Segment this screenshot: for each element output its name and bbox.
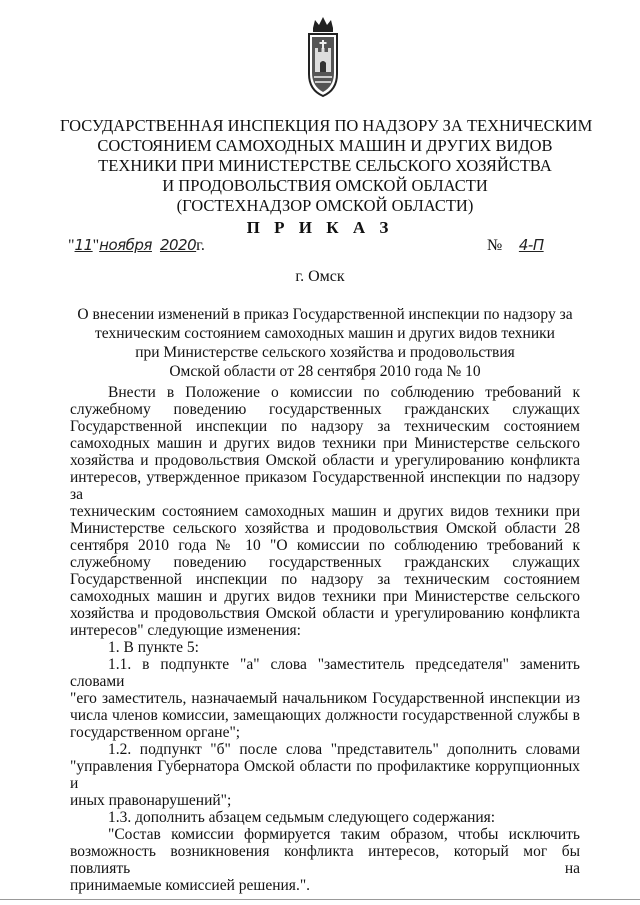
body-line: иных правонарушений"; xyxy=(70,792,232,809)
date-day: 11 xyxy=(74,236,93,254)
body-line: служебному поведению государственных гражданских служащих xyxy=(70,554,580,571)
body-line: Внести в Положение о комиссии по соблюдению требований к xyxy=(108,384,580,401)
body-line: хозяйства и продовольствия Омской области и урегулированию конфликта xyxy=(70,605,580,622)
body-line: самоходных машин и других видов техники при Министерстве сельского xyxy=(70,588,580,605)
subject-line: О внесении изменений в приказ Государственной инспекции по надзору за xyxy=(77,306,573,323)
body-line: "Состав комиссии формируется таким образом, чтобы исключить xyxy=(108,826,580,843)
page-bottom-edge xyxy=(0,899,640,900)
number-value: 4-П xyxy=(518,236,544,254)
header-line: И ПРОДОВОЛЬСТВИЯ ОМСКОЙ ОБЛАСТИ xyxy=(162,176,488,195)
header-line: (ГОСТЕХНАДЗОР ОМСКОЙ ОБЛАСТИ) xyxy=(176,196,474,215)
body-line: техническим состоянием самоходных машин и других видов техники при xyxy=(70,503,580,520)
item-1-3: 1.3. дополнить абзацем седьмым следующего содержания: xyxy=(108,809,496,826)
order-subject xyxy=(70,305,580,381)
body-line: числа членов комиссии, замещающих должности государственной службы в xyxy=(70,707,580,724)
date-month: ноября xyxy=(99,236,152,254)
item-1-2 xyxy=(70,741,580,809)
date-close-quote: " xyxy=(92,237,100,254)
body-line: Государственной инспекции по надзору за техническим состоянием xyxy=(70,571,580,588)
quoted-paragraph xyxy=(70,826,580,894)
body-line: служебному поведению государственных гражданских служащих xyxy=(70,401,580,418)
order-title: П Р И К А З xyxy=(246,218,394,237)
body-line: хозяйства и продовольствия Омской области и урегулированию конфликта xyxy=(70,452,580,469)
body-line: Государственной инспекции по надзору за техническим состоянием xyxy=(70,418,580,435)
body-line: 1.2. подпункт "б" после слова "представитель" дополнить словами xyxy=(108,741,580,758)
subject-line: при Министерстве сельского хозяйства и продовольствия xyxy=(135,344,515,361)
body-line: самоходных машин и других видов техники при Министерстве сельского xyxy=(70,435,580,452)
order-number xyxy=(487,236,556,255)
date-year: 2020 xyxy=(159,236,197,254)
body-line: интересов, утвержденное приказом Государственной инспекции по надзору за xyxy=(70,469,580,503)
body-line: "управления Губернатора Омской области по профилактике коррупционных и xyxy=(70,758,580,792)
body-line: интересов" следующие изменения: xyxy=(70,622,301,639)
coat-of-arms-icon xyxy=(305,14,341,110)
body-line: 1.1. в подпункте "а" слова "заместитель председателя" заменить словами xyxy=(70,656,580,690)
item-1-1 xyxy=(70,656,580,741)
header-line: ГОСУДАРСТВЕННАЯ ИНСПЕКЦИЯ ПО НАДЗОРУ ЗА ТЕХНИЧЕСКИМ xyxy=(60,116,593,135)
date-suffix: г. xyxy=(196,237,205,254)
header-line: СОСТОЯНИЕМ САМОХОДНЫХ МАШИН И ДРУГИХ ВИДОВ xyxy=(97,136,553,155)
item-1: 1. В пункте 5: xyxy=(108,639,199,656)
header-line: ТЕХНИКИ ПРИ МИНИСТЕРСТВЕ СЕЛЬСКОГО ХОЗЯЙСТВА xyxy=(98,156,552,175)
body-line: "его заместитель, назначаемый начальником Государственной инспекции из xyxy=(70,690,580,707)
agency-header xyxy=(60,116,593,216)
body-line: Министерстве сельского хозяйства и продовольствия Омской области 28 xyxy=(70,520,580,537)
date-open-quote: " xyxy=(68,237,75,254)
city: г. Омск xyxy=(295,268,345,285)
order-date xyxy=(68,236,205,255)
subject-line: техническим состоянием самоходных машин и других видов техники xyxy=(95,325,555,342)
number-label: № xyxy=(487,237,503,254)
body-line: принимаемые комиссией решения.". xyxy=(70,877,311,894)
order-body xyxy=(70,384,580,894)
intro-paragraph xyxy=(70,384,580,639)
body-line: государственном органе"; xyxy=(70,724,241,741)
body-line: сентября 2010 года № 10 "О комиссии по соблюдению требований к xyxy=(70,537,580,554)
body-line: возможность возникновения конфликта интересов, который мог бы повлиять на xyxy=(70,843,580,877)
subject-line: Омской области от 28 сентября 2010 года № 10 xyxy=(169,363,481,380)
